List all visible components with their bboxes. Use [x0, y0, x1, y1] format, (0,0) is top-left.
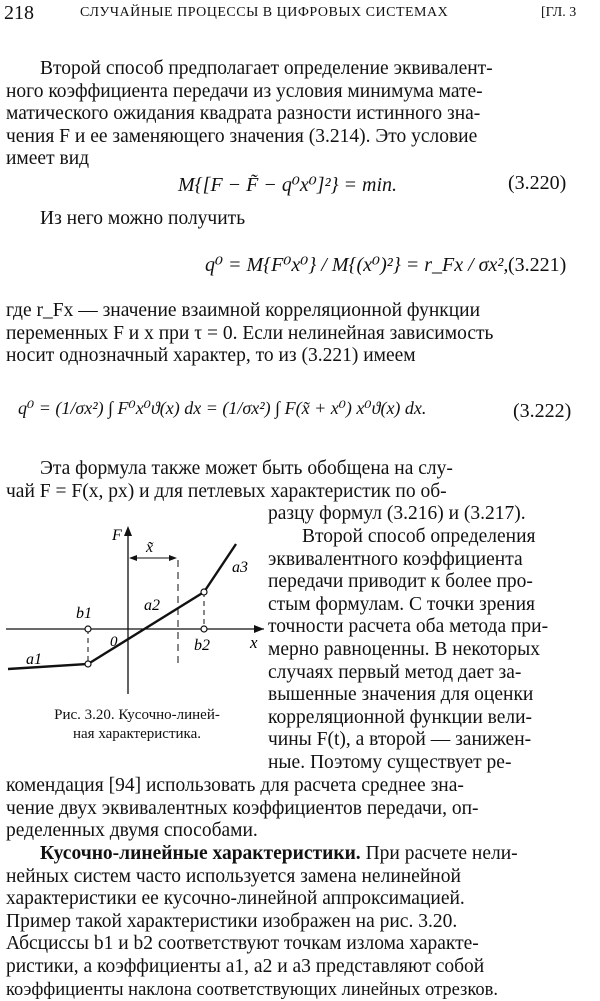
xtilde-label: x̃ — [146, 539, 154, 556]
text-line: характеристики ее кусочно-линейной аппроксимацией. — [6, 888, 465, 910]
a2-label: a2 — [144, 597, 160, 614]
text-line: разцу формул (3.216) и (3.217). — [268, 503, 526, 525]
origin-label: 0 — [110, 634, 118, 650]
offset-arrowhead-right — [169, 555, 177, 561]
equation-body: M{[F − F̃ − q⁰x⁰]²} = min. — [178, 174, 398, 196]
intro-line — [40, 208, 540, 231]
text-line: Пример такой характеристики изображен на рис. 3.20. — [6, 910, 458, 932]
a3-label: a3 — [232, 559, 248, 576]
text-line: ного коэффициента передачи из условия минимума мате- — [6, 80, 483, 102]
y-axis-arrow — [124, 526, 132, 536]
paragraph-2 — [6, 300, 590, 368]
text-line: случаях первый метод дает за- — [268, 661, 522, 683]
x-axis-label: x — [250, 633, 258, 652]
paragraph-5 — [6, 843, 590, 1001]
text-line: ные. Поэтому существует ре- — [268, 751, 512, 773]
text-line: комендация [94] использовать для расчета среднее зна- — [6, 775, 464, 796]
offset-arrowhead-left — [129, 555, 137, 561]
text-line: вышенные значения для оценки — [268, 684, 534, 706]
text-line: ристики, а коэффициенты a1, a2 и a3 представляют собой — [6, 955, 485, 977]
text-line: корреляционной функции вели- — [268, 706, 533, 728]
text-line: Эта формула также может быть обобщена на слу- — [40, 458, 453, 479]
caption-line: Рис. 3.20. Кусочно-линей- — [54, 707, 220, 723]
text-line: переменных F и x при τ = 0. Если нелинейная зависимость — [6, 322, 494, 344]
b1-point — [85, 626, 91, 632]
paragraph-4-right — [268, 526, 590, 775]
text-line: имеет вид — [6, 148, 90, 170]
text-line: эквивалентного коэффициента — [268, 548, 523, 570]
text-line: чай F = F(x, px) и для петлевых характеристик по об- — [6, 480, 447, 502]
equation-3-220 — [178, 172, 397, 197]
equation-number: (3.221) — [508, 254, 567, 276]
b2-point — [201, 626, 207, 632]
figure-caption — [6, 706, 268, 744]
break-point-1 — [85, 661, 91, 667]
page-number: 218 — [4, 2, 34, 24]
text-line: матического ожидания квадрата разности истинного зна- — [6, 103, 481, 125]
equation-3-222 — [18, 398, 426, 419]
caption-line: ная характеристика. — [73, 726, 201, 742]
f-axis-label: F — [112, 527, 122, 544]
section-heading: Кусочно-линейные характеристики. — [40, 843, 361, 864]
text-line: передачи приводит к более про- — [268, 571, 533, 593]
text-line: чение двух эквивалентных коэффициентов передачи, оп- — [6, 797, 479, 819]
piecewise-linear-figure — [6, 524, 268, 699]
heading-continuation: При расчете нели- — [360, 843, 518, 864]
text-line: Второй способ определения — [302, 526, 536, 547]
paragraph-1 — [6, 58, 590, 171]
text-line — [6, 843, 590, 866]
equation-3-221 — [205, 252, 508, 277]
running-title: СЛУЧАЙНЫЕ ПРОЦЕССЫ В ЦИФРОВЫХ СИСТЕМАХ — [80, 5, 449, 20]
text-line: точности расчета оба метода при- — [268, 616, 549, 638]
text-line: стым формулам. С точки зрения — [268, 593, 535, 615]
text-line: носит однозначный характер, то из (3.221) имеем — [6, 345, 416, 367]
text-line: коэффициенты наклона соответствующих линейных отрезков. — [6, 979, 499, 1000]
equation-body: q⁰ = M{F⁰x⁰} / M{(x⁰)²} = r_Fx / σx², — [205, 254, 509, 276]
b2-label: b2 — [194, 637, 210, 654]
text-line: Из него можно получить — [40, 208, 246, 229]
text-line: чения F и ее заменяющего значения (3.214). Это условие — [6, 125, 478, 147]
text-line: ределенных двумя способами. — [6, 820, 258, 842]
paragraph-3 — [6, 458, 590, 526]
equation-body: q⁰ = (1/σx²) ∫ F⁰x⁰ϑ(x) dx = (1/σx²) ∫ F(x̃ + x⁰) x⁰ϑ(x) dx. — [18, 398, 427, 418]
text-line: Абсциссы b1 и b2 соответствуют точкам излома характе- — [6, 933, 479, 955]
paragraph-4-full — [6, 775, 590, 843]
equation-number: (3.220) — [508, 172, 567, 194]
text-line: Второй способ предполагает определение эквивалент- — [40, 58, 493, 79]
text-line: мерно равноценны. В некоторых — [268, 638, 540, 660]
text-line: чины F(t), а второй — занижен- — [268, 729, 532, 751]
a1-label: a1 — [26, 651, 42, 668]
text-line: нейных систем часто используется замена нелинейной — [6, 865, 461, 887]
page-header — [0, 0, 600, 26]
text-line: где r_Fx — значение взаимной корреляционной функции — [6, 300, 481, 321]
b1-label: b1 — [76, 605, 92, 622]
break-point-2 — [201, 589, 207, 595]
chapter-label: [ГЛ. 3 — [541, 5, 577, 20]
equation-number: (3.222) — [513, 400, 572, 422]
x-axis-arrow — [254, 625, 264, 633]
